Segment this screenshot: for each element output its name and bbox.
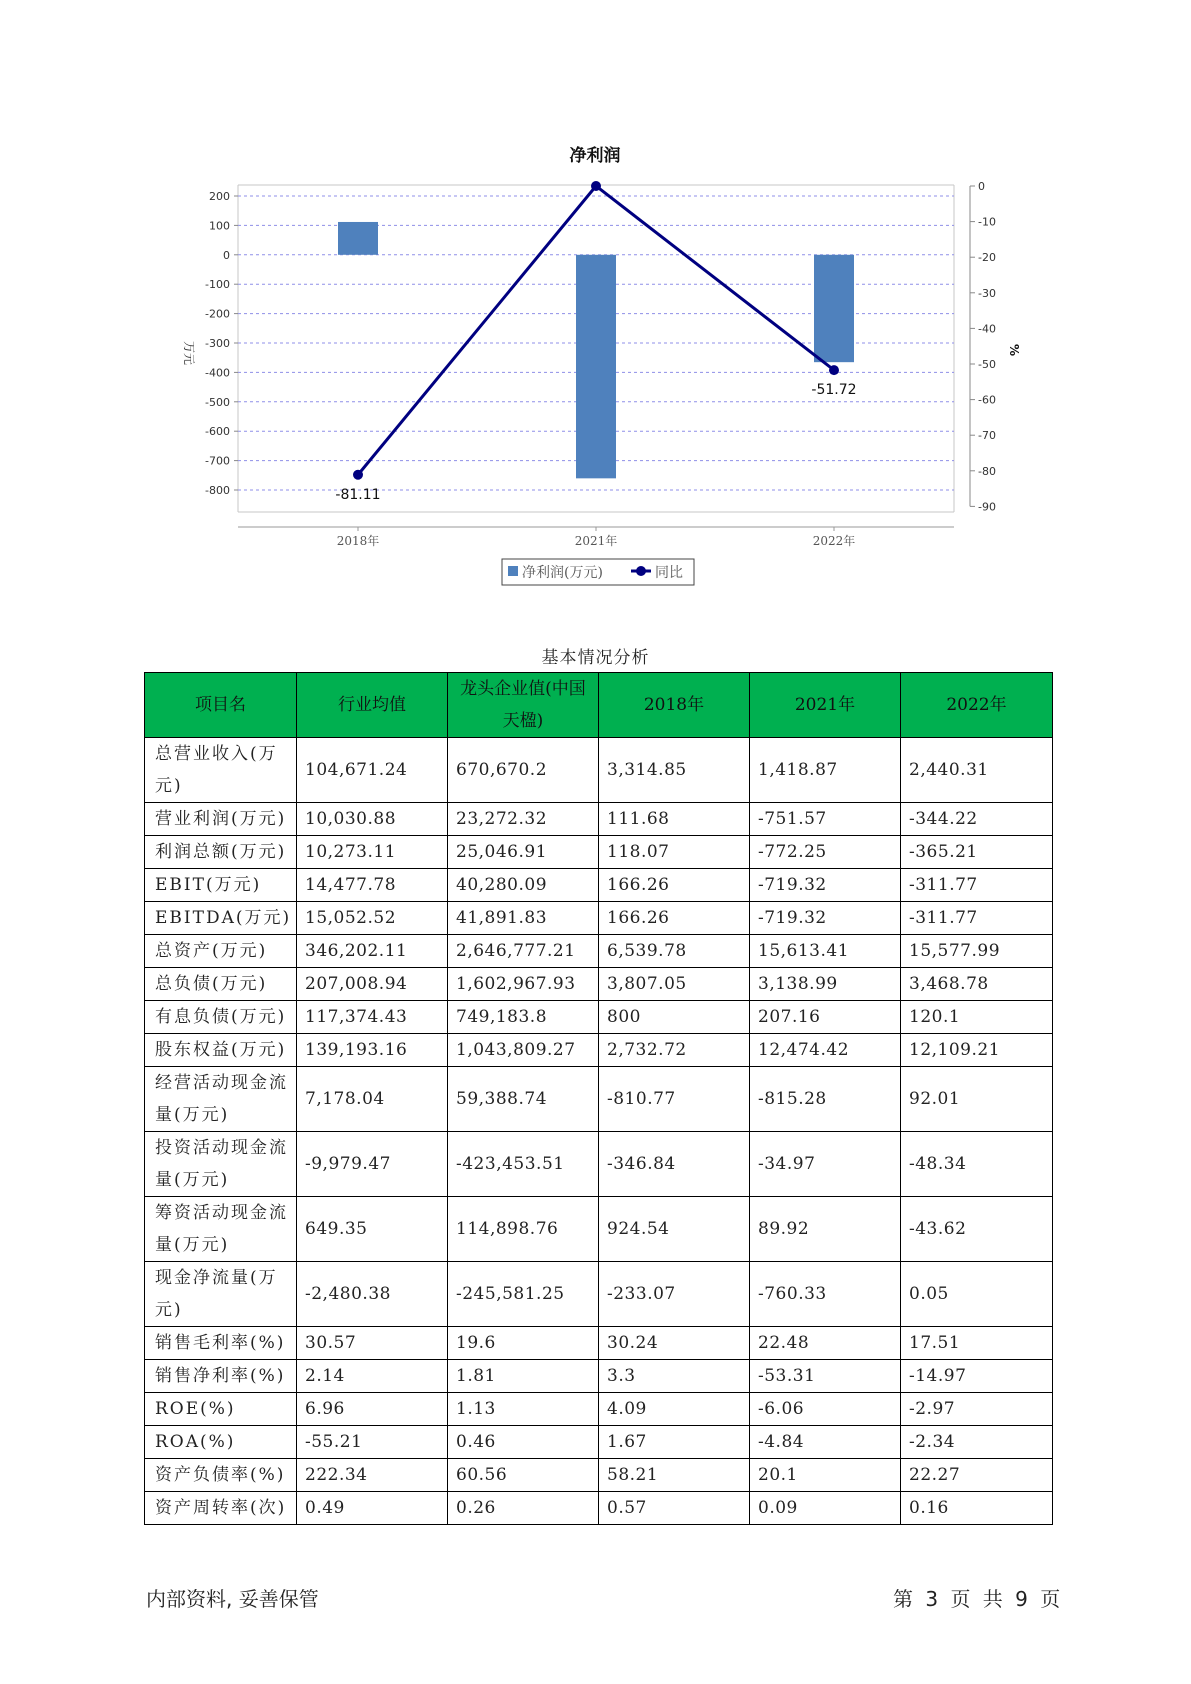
table-header-row xyxy=(145,673,1053,738)
table-cell: -2.97 xyxy=(901,1393,1053,1426)
table-cell: 1.67 xyxy=(599,1426,750,1459)
table-cell: 89.92 xyxy=(750,1197,901,1262)
table-cell: 10,030.88 xyxy=(297,803,448,836)
bar xyxy=(338,222,378,255)
table-cell: 139,193.16 xyxy=(297,1034,448,1067)
table-cell: 207.16 xyxy=(750,1001,901,1034)
table-cell: -9,979.47 xyxy=(297,1132,448,1197)
data-label: -81.11 xyxy=(335,486,381,503)
y-tick-label: -700 xyxy=(205,454,230,468)
table-cell: -55.21 xyxy=(297,1426,448,1459)
table-cell: 222.34 xyxy=(297,1459,448,1492)
table-cell: -365.21 xyxy=(901,836,1053,869)
table-cell: 15,613.41 xyxy=(750,935,901,968)
y-tick-label: -400 xyxy=(205,366,230,380)
y2-tick-label: -50 xyxy=(978,358,996,371)
y2-tick-label: -40 xyxy=(978,322,996,336)
table-cell: 114,898.76 xyxy=(448,1197,599,1262)
header-2022: 2022年 xyxy=(901,673,1053,738)
row-label: 投资活动现金流量(万元) xyxy=(145,1132,297,1197)
header-industry-avg: 行业均值 xyxy=(297,673,448,738)
y-tick-label: 200 xyxy=(209,190,230,203)
table-row xyxy=(145,869,1053,902)
table-cell: -344.22 xyxy=(901,803,1053,836)
table-cell: 40,280.09 xyxy=(448,869,599,902)
table-cell: 117,374.43 xyxy=(297,1001,448,1034)
y-tick-label: 0 xyxy=(223,248,230,262)
table-cell: 6.96 xyxy=(297,1393,448,1426)
table-cell: 3,138.99 xyxy=(750,968,901,1001)
table-row xyxy=(145,1132,1053,1197)
table-cell: -423,453.51 xyxy=(448,1132,599,1197)
table-row xyxy=(145,1197,1053,1262)
table-cell: -233.07 xyxy=(599,1262,750,1327)
table-cell: 166.26 xyxy=(599,902,750,935)
table-row xyxy=(145,803,1053,836)
table-cell: -43.62 xyxy=(901,1197,1053,1262)
table-cell: 17.51 xyxy=(901,1327,1053,1360)
table-cell: 2,440.31 xyxy=(901,738,1053,803)
table-cell: 25,046.91 xyxy=(448,836,599,869)
table-cell: 207,008.94 xyxy=(297,968,448,1001)
y2-tick-label: -30 xyxy=(978,286,996,300)
row-label: 有息负债(万元) xyxy=(145,1001,297,1034)
table-cell: 20.1 xyxy=(750,1459,901,1492)
table-row xyxy=(145,1393,1053,1426)
table-cell: -311.77 xyxy=(901,902,1053,935)
table-cell: 2,732.72 xyxy=(599,1034,750,1067)
y-tick-label: -500 xyxy=(205,395,230,409)
table-cell: -346.84 xyxy=(599,1132,750,1197)
table-cell: 30.57 xyxy=(297,1327,448,1360)
table-cell: 649.35 xyxy=(297,1197,448,1262)
x-tick-label: 2022年 xyxy=(812,534,856,548)
row-label: ROA(%) xyxy=(145,1426,297,1459)
basic-analysis-table xyxy=(144,672,1053,1525)
table-cell: -2,480.38 xyxy=(297,1262,448,1327)
table-cell: 60.56 xyxy=(448,1459,599,1492)
table-caption: 基本情况分析 xyxy=(541,648,650,668)
table-row xyxy=(145,1327,1053,1360)
table-cell: -14.97 xyxy=(901,1360,1053,1393)
bar xyxy=(814,255,854,362)
header-2021: 2021年 xyxy=(750,673,901,738)
table-cell: 749,183.8 xyxy=(448,1001,599,1034)
table-cell: 7,178.04 xyxy=(297,1067,448,1132)
table-cell: 2.14 xyxy=(297,1360,448,1393)
row-label: 销售毛利率(%) xyxy=(145,1327,297,1360)
table-cell: 6,539.78 xyxy=(599,935,750,968)
y2-tick-label: -60 xyxy=(978,393,996,407)
net-profit-chart xyxy=(0,0,1191,600)
table-cell: -311.77 xyxy=(901,869,1053,902)
yoy-point xyxy=(829,365,839,375)
table-cell: 12,109.21 xyxy=(901,1034,1053,1067)
table-cell: -719.32 xyxy=(750,902,901,935)
table-cell: -4.84 xyxy=(750,1426,901,1459)
table-cell: 118.07 xyxy=(599,836,750,869)
bar xyxy=(576,255,616,479)
table-cell: 92.01 xyxy=(901,1067,1053,1132)
table-cell: 4.09 xyxy=(599,1393,750,1426)
table-cell: 12,474.42 xyxy=(750,1034,901,1067)
row-label: 资产负债率(%) xyxy=(145,1459,297,1492)
row-label: 股东权益(万元) xyxy=(145,1034,297,1067)
table-row xyxy=(145,836,1053,869)
y-axis-label: 万元 xyxy=(182,340,196,366)
table-row xyxy=(145,1034,1053,1067)
table-cell: 3,807.05 xyxy=(599,968,750,1001)
footer-page-number: 第 3 页 共 9 页 xyxy=(893,1587,1061,1611)
row-label: 资产周转率(次) xyxy=(145,1492,297,1525)
table-cell: 15,577.99 xyxy=(901,935,1053,968)
table-cell: 924.54 xyxy=(599,1197,750,1262)
row-label: 现金净流量(万元) xyxy=(145,1262,297,1327)
table-cell: 1.81 xyxy=(448,1360,599,1393)
table-row xyxy=(145,1067,1053,1132)
table-cell: 1,043,809.27 xyxy=(448,1034,599,1067)
table-row xyxy=(145,1001,1053,1034)
table-row xyxy=(145,1459,1053,1492)
legend-bar-swatch xyxy=(508,566,518,576)
table-cell: -245,581.25 xyxy=(448,1262,599,1327)
table-cell: 1,602,967.93 xyxy=(448,968,599,1001)
table-row xyxy=(145,1492,1053,1525)
footer-confidential-note: 内部资料, 妥善保管 xyxy=(146,1587,319,1611)
yoy-point xyxy=(353,470,363,480)
table-row xyxy=(145,968,1053,1001)
y-tick-label: -800 xyxy=(205,484,230,497)
table-cell: -810.77 xyxy=(599,1067,750,1132)
row-label: 总资产(万元) xyxy=(145,935,297,968)
table-row xyxy=(145,1262,1053,1327)
x-tick-label: 2018年 xyxy=(336,534,380,548)
table-cell: 346,202.11 xyxy=(297,935,448,968)
table-cell: -719.32 xyxy=(750,869,901,902)
y-tick-label: -300 xyxy=(205,337,230,350)
y2-tick-label: -90 xyxy=(978,500,996,514)
row-label: EBITDA(万元) xyxy=(145,902,297,935)
table-cell: 10,273.11 xyxy=(297,836,448,869)
table-cell: -6.06 xyxy=(750,1393,901,1426)
y2-tick-label: -70 xyxy=(978,429,996,443)
table-cell: 22.27 xyxy=(901,1459,1053,1492)
y-tick-label: -200 xyxy=(205,307,230,321)
y2-axis-label: % xyxy=(1007,343,1021,357)
y2-tick-label: 0 xyxy=(978,180,985,193)
table-row xyxy=(145,1360,1053,1393)
table-cell: 120.1 xyxy=(901,1001,1053,1034)
table-cell: 59,388.74 xyxy=(448,1067,599,1132)
legend-line-marker xyxy=(636,566,646,576)
table-row xyxy=(145,902,1053,935)
row-label: 销售净利率(%) xyxy=(145,1360,297,1393)
table-cell: 3.3 xyxy=(599,1360,750,1393)
x-tick-label: 2021年 xyxy=(574,534,618,548)
table-cell: -34.97 xyxy=(750,1132,901,1197)
row-label: 总营业收入(万元) xyxy=(145,738,297,803)
table-row xyxy=(145,935,1053,968)
table-cell: -53.31 xyxy=(750,1360,901,1393)
table-cell: 22.48 xyxy=(750,1327,901,1360)
row-label: 总负债(万元) xyxy=(145,968,297,1001)
table-cell: 15,052.52 xyxy=(297,902,448,935)
table-cell: 0.09 xyxy=(750,1492,901,1525)
table-cell: 104,671.24 xyxy=(297,738,448,803)
header-2018: 2018年 xyxy=(599,673,750,738)
table-cell: 670,670.2 xyxy=(448,738,599,803)
legend-line-label: 同比 xyxy=(655,565,683,581)
header-leader-value: 龙头企业值(中国天楹) xyxy=(448,673,599,738)
table-cell: 0.57 xyxy=(599,1492,750,1525)
row-label: ROE(%) xyxy=(145,1393,297,1426)
y-tick-label: -600 xyxy=(205,425,230,439)
table-cell: 111.68 xyxy=(599,803,750,836)
data-label: -51.72 xyxy=(811,382,857,399)
table-cell: 41,891.83 xyxy=(448,902,599,935)
row-label: 筹资活动现金流量(万元) xyxy=(145,1197,297,1262)
table-cell: 0.49 xyxy=(297,1492,448,1525)
row-label: EBIT(万元) xyxy=(145,869,297,902)
table-cell: -760.33 xyxy=(750,1262,901,1327)
row-label: 营业利润(万元) xyxy=(145,803,297,836)
table-cell: -815.28 xyxy=(750,1067,901,1132)
table-cell: 0.46 xyxy=(448,1426,599,1459)
y-tick-label: 100 xyxy=(209,219,230,233)
y2-tick-label: -80 xyxy=(978,464,996,478)
legend-bar-label: 净利润(万元) xyxy=(522,565,603,581)
table-cell: 19.6 xyxy=(448,1327,599,1360)
table-cell: 0.05 xyxy=(901,1262,1053,1327)
table-cell: 166.26 xyxy=(599,869,750,902)
table-cell: 1.13 xyxy=(448,1393,599,1426)
table-cell: 0.16 xyxy=(901,1492,1053,1525)
table-cell: -48.34 xyxy=(901,1132,1053,1197)
table-cell: 0.26 xyxy=(448,1492,599,1525)
yoy-point xyxy=(591,181,601,191)
y2-tick-label: -20 xyxy=(978,251,996,265)
table-cell: 58.21 xyxy=(599,1459,750,1492)
table-row xyxy=(145,738,1053,803)
table-cell: 1,418.87 xyxy=(750,738,901,803)
table-cell: 3,314.85 xyxy=(599,738,750,803)
row-label: 利润总额(万元) xyxy=(145,836,297,869)
table-cell: -2.34 xyxy=(901,1426,1053,1459)
y2-tick-label: -10 xyxy=(978,215,996,229)
table-cell: 2,646,777.21 xyxy=(448,935,599,968)
table-cell: 800 xyxy=(599,1001,750,1034)
row-label: 经营活动现金流量(万元) xyxy=(145,1067,297,1132)
table-cell: 23,272.32 xyxy=(448,803,599,836)
table-cell: 3,468.78 xyxy=(901,968,1053,1001)
table-cell: -772.25 xyxy=(750,836,901,869)
table-cell: -751.57 xyxy=(750,803,901,836)
header-item-name: 项目名 xyxy=(145,673,297,738)
table-cell: 30.24 xyxy=(599,1327,750,1360)
chart-title: 净利润 xyxy=(569,146,621,166)
table-cell: 14,477.78 xyxy=(297,869,448,902)
y-tick-label: -100 xyxy=(205,278,230,292)
table-row xyxy=(145,1426,1053,1459)
